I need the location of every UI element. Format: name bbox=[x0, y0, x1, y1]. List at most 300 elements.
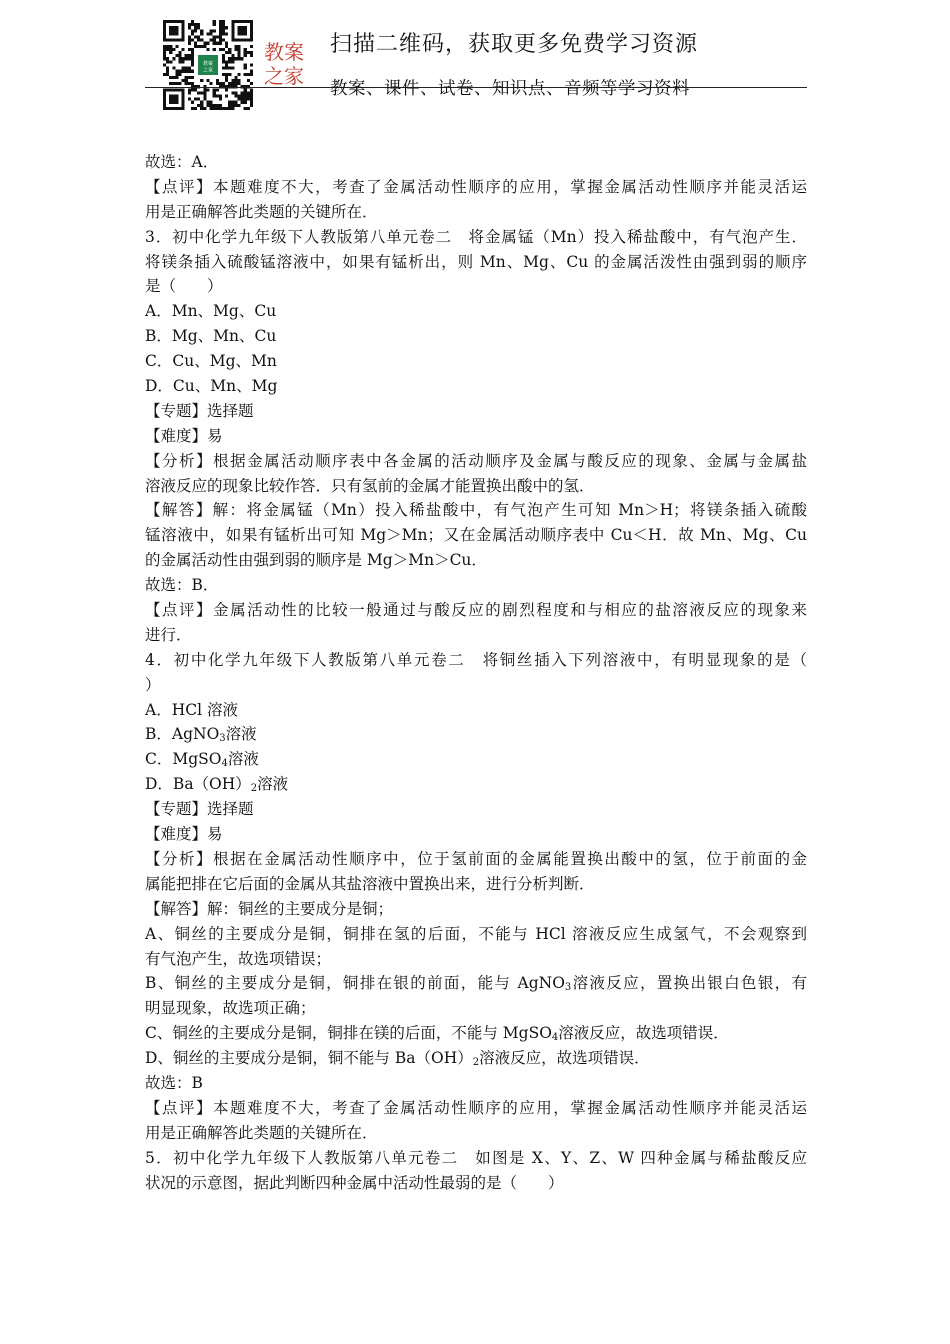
qr-module bbox=[231, 104, 234, 107]
qr-module bbox=[203, 91, 206, 94]
qr-module bbox=[213, 91, 216, 94]
qr-module bbox=[244, 48, 247, 51]
qr-module bbox=[216, 36, 219, 39]
logo-line-1: 教案 bbox=[264, 40, 304, 64]
difficulty-label: 【难度】易 bbox=[145, 426, 223, 445]
qr-module bbox=[197, 104, 200, 107]
qr-module bbox=[172, 82, 175, 85]
qr-module bbox=[197, 23, 200, 26]
qr-module bbox=[200, 107, 203, 110]
choice-line: 故选：B． bbox=[145, 576, 219, 595]
qr-module bbox=[197, 39, 200, 42]
qr-module bbox=[191, 48, 194, 51]
qr-module bbox=[241, 57, 244, 60]
text-line: 故选：A． bbox=[145, 153, 219, 171]
qr-module bbox=[222, 32, 225, 35]
qr-module bbox=[241, 94, 244, 97]
qr-module bbox=[219, 36, 222, 39]
qr-module bbox=[163, 63, 166, 66]
qr-module bbox=[247, 51, 250, 54]
qr-module bbox=[182, 60, 185, 63]
qr-module bbox=[169, 60, 172, 63]
qr-module bbox=[216, 79, 219, 82]
qr-module bbox=[231, 101, 234, 104]
qr-module bbox=[179, 82, 182, 85]
qr-logo-text: 教案 bbox=[203, 60, 213, 67]
qr-module bbox=[213, 107, 216, 110]
qr-module bbox=[182, 70, 185, 73]
option-d: D．Cu、Mn、Mg bbox=[145, 377, 278, 396]
qr-module bbox=[225, 73, 228, 76]
text-line: 用是正确解答此类题的关键所在． bbox=[145, 202, 378, 221]
text-line: 【点评】本题难度不大，考查了金属活动性顺序的应用，掌握金属活动性顺序并能灵活运 bbox=[145, 177, 807, 196]
qr-module bbox=[194, 36, 197, 39]
qr-module bbox=[166, 48, 169, 51]
qr-module bbox=[166, 60, 169, 63]
qr-module bbox=[166, 45, 169, 48]
qr-module bbox=[237, 48, 240, 51]
qr-module bbox=[169, 51, 172, 54]
answer-line: A、铜丝的主要成分是铜，铜排在氢的后面，不能与 HCl 溶液反应生成氢气，不会观察到 bbox=[145, 924, 807, 943]
qr-module bbox=[228, 101, 231, 104]
subscript: 2 bbox=[250, 783, 258, 795]
qr-module bbox=[231, 107, 234, 110]
qr-module bbox=[191, 32, 194, 35]
qr-module bbox=[210, 82, 213, 85]
qr-code-image bbox=[163, 20, 253, 110]
qr-module bbox=[179, 73, 182, 76]
qr-module bbox=[231, 60, 234, 63]
qr-module bbox=[244, 54, 247, 57]
qr-module bbox=[166, 57, 169, 60]
qr-module bbox=[179, 54, 182, 57]
qr-module bbox=[222, 82, 225, 85]
qr-module bbox=[222, 29, 225, 32]
qr-module bbox=[225, 45, 228, 48]
qr-module bbox=[244, 91, 247, 94]
header-subslogan: 教案、课件、试卷、知识点、音频等学习资料 bbox=[330, 79, 690, 99]
qr-module bbox=[210, 101, 213, 104]
qr-module bbox=[250, 45, 253, 48]
answer-line: 有气泡产生，故选项错误； bbox=[145, 949, 332, 968]
qr-module bbox=[172, 48, 175, 51]
qr-module bbox=[188, 67, 191, 70]
qr-module bbox=[194, 23, 197, 26]
answer-line: 的金属活动性由强到弱的顺序是 Mg＞Mn＞Cu． bbox=[145, 551, 487, 570]
qr-module bbox=[219, 82, 222, 85]
qr-module bbox=[225, 26, 228, 29]
document-body bbox=[145, 150, 807, 1195]
qr-module bbox=[234, 48, 237, 51]
qr-module bbox=[222, 60, 225, 63]
qr-module bbox=[234, 82, 237, 85]
qr-module bbox=[247, 107, 250, 110]
qr-module bbox=[250, 82, 253, 85]
analysis-line: 【分析】根据金属活动顺序表中各金属的活动顺序及金属与酸反应的现象、金属与金属盐 bbox=[145, 451, 807, 470]
qr-module bbox=[237, 51, 240, 54]
qr-module bbox=[237, 57, 240, 60]
qr-module bbox=[163, 45, 166, 48]
option-d bbox=[145, 772, 807, 797]
qr-module bbox=[163, 48, 166, 51]
qr-module bbox=[200, 39, 203, 42]
qr-module bbox=[182, 57, 185, 60]
qr-module bbox=[194, 26, 197, 29]
qr-module bbox=[228, 57, 231, 60]
qr-module bbox=[179, 51, 182, 54]
qr-module bbox=[216, 94, 219, 97]
qr-module bbox=[213, 88, 216, 91]
qr-module bbox=[200, 101, 203, 104]
qr-module bbox=[234, 57, 237, 60]
option-a: A．HCl 溶液 bbox=[145, 700, 238, 719]
qr-module bbox=[169, 76, 172, 79]
qr-module bbox=[179, 70, 182, 73]
qr-module bbox=[247, 91, 250, 94]
qr-module bbox=[206, 79, 209, 82]
qr-module bbox=[206, 101, 209, 104]
qr-module bbox=[163, 54, 166, 57]
analysis-line: 属能把排在它后面的金属从其盐溶液中置换出来，进行分析判断． bbox=[145, 874, 595, 893]
qr-module bbox=[237, 104, 240, 107]
answer-line bbox=[145, 1021, 807, 1046]
qr-module bbox=[250, 101, 253, 104]
qr-module bbox=[175, 73, 178, 76]
qr-module bbox=[216, 42, 219, 45]
qr-module bbox=[228, 107, 231, 110]
qr-module bbox=[191, 70, 194, 73]
qr-module bbox=[191, 101, 194, 104]
qr-module bbox=[191, 51, 194, 54]
qr-module bbox=[213, 39, 216, 42]
qr-module bbox=[244, 63, 247, 66]
qr-module bbox=[222, 20, 225, 23]
qr-module bbox=[237, 98, 240, 101]
qr-module bbox=[182, 79, 185, 82]
qr-module bbox=[237, 54, 240, 57]
answer-line: 明显现象，故选项正确； bbox=[145, 999, 316, 1018]
qr-module bbox=[222, 67, 225, 70]
qr-module bbox=[250, 94, 253, 97]
qr-module bbox=[219, 104, 222, 107]
qr-module bbox=[206, 88, 209, 91]
qr-module bbox=[188, 23, 191, 26]
qr-module bbox=[225, 63, 228, 66]
qr-module bbox=[222, 73, 225, 76]
qr-module bbox=[203, 98, 206, 101]
qr-module bbox=[197, 91, 200, 94]
question-4-title: 4．初中化学九年级下人教版第八单元卷二 将铜丝插入下列溶液中，有明显现象的是（ bbox=[145, 650, 807, 669]
comment-line: 进行． bbox=[145, 625, 192, 644]
qr-module bbox=[250, 73, 253, 76]
qr-module bbox=[231, 82, 234, 85]
qr-module bbox=[188, 48, 191, 51]
qr-module bbox=[200, 91, 203, 94]
qr-module bbox=[191, 60, 194, 63]
qr-module bbox=[228, 60, 231, 63]
qr-module bbox=[179, 60, 182, 63]
qr-module bbox=[216, 104, 219, 107]
qr-module bbox=[188, 26, 191, 29]
comment-line: 【点评】本题难度不大，考查了金属活动性顺序的应用，掌握金属活动性顺序并能灵活运 bbox=[145, 1098, 807, 1117]
difficulty-label: 【难度】易 bbox=[145, 825, 223, 844]
qr-logo-text-2: 之家 bbox=[203, 67, 213, 74]
qr-module bbox=[222, 26, 225, 29]
qr-module bbox=[169, 45, 172, 48]
qr-module bbox=[250, 51, 253, 54]
qr-module bbox=[250, 54, 253, 57]
qr-module bbox=[241, 91, 244, 94]
qr-module bbox=[222, 107, 225, 110]
qr-module bbox=[234, 94, 237, 97]
qr-module bbox=[219, 98, 222, 101]
qr-module bbox=[244, 73, 247, 76]
qr-module bbox=[203, 107, 206, 110]
qr-module bbox=[206, 104, 209, 107]
site-logo bbox=[264, 40, 324, 88]
qr-module bbox=[222, 39, 225, 42]
qr-module bbox=[241, 98, 244, 101]
qr-module bbox=[244, 101, 247, 104]
qr-module bbox=[206, 48, 209, 51]
qr-module bbox=[225, 79, 228, 82]
qr-module bbox=[166, 73, 169, 76]
qr-module bbox=[213, 42, 216, 45]
qr-module bbox=[222, 54, 225, 57]
qr-module bbox=[228, 104, 231, 107]
text-line: 是（ ） bbox=[145, 277, 223, 296]
option-c: C．Cu、Mg、Mn bbox=[145, 352, 277, 371]
qr-module bbox=[219, 32, 222, 35]
qr-module bbox=[197, 36, 200, 39]
answer-line: 锰溶液中，如果有锰析出可知 Mg＞Mn；又在金属活动顺序表中 Cu＜H．故 Mn、Mg、Cu bbox=[145, 526, 807, 545]
qr-module bbox=[169, 82, 172, 85]
qr-module bbox=[225, 76, 228, 79]
qr-module bbox=[200, 32, 203, 35]
qr-module bbox=[216, 82, 219, 85]
text-line: ） bbox=[145, 675, 161, 694]
qr-module bbox=[163, 51, 166, 54]
qr-module bbox=[194, 45, 197, 48]
qr-module bbox=[194, 88, 197, 91]
qr-module bbox=[194, 107, 197, 110]
qr-module bbox=[175, 82, 178, 85]
qr-module bbox=[237, 82, 240, 85]
qr-module bbox=[219, 26, 222, 29]
question-3-title: 3．初中化学九年级下人教版第八单元卷二 将金属锰（Mn）投入稀盐酸中，有气泡产生． bbox=[145, 227, 807, 246]
option-c-text: C．MgSO$_4$溶液 bbox=[145, 750, 259, 770]
qr-module bbox=[197, 98, 200, 101]
qr-module bbox=[228, 82, 231, 85]
qr-module bbox=[188, 88, 191, 91]
qr-module bbox=[188, 42, 191, 45]
logo-line-2: 之家 bbox=[264, 64, 304, 88]
qr-module bbox=[175, 70, 178, 73]
qr-module bbox=[191, 23, 194, 26]
qr-module bbox=[210, 107, 213, 110]
qr-module bbox=[228, 73, 231, 76]
header-slogan: 扫描二维码，获取更多免费学习资源 bbox=[330, 32, 699, 57]
qr-module bbox=[250, 104, 253, 107]
qr-module bbox=[225, 42, 228, 45]
qr-module bbox=[237, 94, 240, 97]
qr-module bbox=[225, 60, 228, 63]
qr-module bbox=[203, 94, 206, 97]
qr-module bbox=[188, 91, 191, 94]
qr-module bbox=[191, 54, 194, 57]
qr-module bbox=[244, 94, 247, 97]
qr-module bbox=[234, 45, 237, 48]
text-line: 状况的示意图，据此判断四种金属中活动性最弱的是（ ） bbox=[145, 1173, 564, 1192]
qr-module bbox=[225, 32, 228, 35]
qr-module bbox=[175, 45, 178, 48]
qr-module bbox=[237, 79, 240, 82]
qr-module bbox=[228, 51, 231, 54]
qr-module bbox=[179, 57, 182, 60]
qr-module bbox=[250, 91, 253, 94]
comment-line: 用是正确解答此类题的关键所在． bbox=[145, 1123, 378, 1142]
qr-module bbox=[219, 107, 222, 110]
qr-module bbox=[219, 23, 222, 26]
qr-module bbox=[219, 39, 222, 42]
qr-module bbox=[175, 76, 178, 79]
text-line: 将镁条插入硫酸锰溶液中，如果有锰析出，则 Mn、Mg、Cu 的金属活泼性由强到弱的顺序 bbox=[145, 252, 807, 271]
qr-module bbox=[219, 42, 222, 45]
qr-module bbox=[222, 57, 225, 60]
qr-module bbox=[228, 67, 231, 70]
qr-module bbox=[213, 29, 216, 32]
qr-module bbox=[172, 57, 175, 60]
qr-module bbox=[166, 67, 169, 70]
qr-module bbox=[188, 76, 191, 79]
qr-module bbox=[182, 67, 185, 70]
subscript: 3 bbox=[219, 733, 226, 745]
qr-module bbox=[250, 63, 253, 66]
comment-line: 【点评】金属活动性的比较一般通过与酸反应的剧烈程度和与相应的盐溶液反应的现象来 bbox=[145, 601, 807, 620]
qr-module bbox=[200, 29, 203, 32]
qr-module bbox=[206, 32, 209, 35]
option-c bbox=[145, 747, 807, 772]
topic-label: 【专题】选择题 bbox=[145, 800, 254, 819]
qr-module bbox=[247, 98, 250, 101]
qr-module bbox=[231, 79, 234, 82]
qr-module bbox=[175, 54, 178, 57]
qr-module bbox=[191, 39, 194, 42]
qr-module bbox=[228, 48, 231, 51]
qr-module bbox=[185, 67, 188, 70]
answer-line: 【解答】解：将金属锰（Mn）投入稀盐酸中，有气泡产生可知 Mn＞H；将镁条插入硫酸 bbox=[145, 501, 807, 520]
topic-label: 【专题】选择题 bbox=[145, 401, 254, 420]
qr-module bbox=[206, 42, 209, 45]
qr-module bbox=[222, 23, 225, 26]
qr-module bbox=[191, 63, 194, 66]
qr-module bbox=[250, 70, 253, 73]
qr-module bbox=[213, 104, 216, 107]
qr-module bbox=[163, 73, 166, 76]
qr-module bbox=[244, 51, 247, 54]
qr-module bbox=[244, 107, 247, 110]
qr-module bbox=[219, 20, 222, 23]
qr-module bbox=[247, 94, 250, 97]
qr-module bbox=[200, 104, 203, 107]
qr-module bbox=[169, 48, 172, 51]
choice-line: 故选：B bbox=[145, 1073, 203, 1092]
qr-module bbox=[244, 67, 247, 70]
qr-module bbox=[244, 98, 247, 101]
qr-module bbox=[225, 94, 228, 97]
option-b: B．Mg、Mn、Cu bbox=[145, 327, 277, 346]
qr-module bbox=[219, 29, 222, 32]
qr-module bbox=[191, 29, 194, 32]
qr-module bbox=[203, 42, 206, 45]
qr-module bbox=[200, 45, 203, 48]
qr-module bbox=[203, 45, 206, 48]
qr-module bbox=[185, 79, 188, 82]
answer-line-text: C、铜丝的主要成分是铜，铜排在镁的后面，不能与 MgSO$_4$溶液反应，故选项错误． bbox=[145, 1024, 729, 1044]
qr-module bbox=[182, 48, 185, 51]
qr-module bbox=[188, 98, 191, 101]
qr-module bbox=[185, 82, 188, 85]
qr-module bbox=[213, 94, 216, 97]
qr-module bbox=[231, 54, 234, 57]
answer-line-text: B、铜丝的主要成分是铜，铜排在银的前面，能与 AgNO$_3$溶液反应，置换出银白色银，有 bbox=[145, 974, 807, 994]
answer-line: 【解答】解：铜丝的主要成分是铜； bbox=[145, 899, 394, 918]
answer-line bbox=[145, 971, 807, 996]
qr-module bbox=[247, 73, 250, 76]
qr-module bbox=[163, 57, 166, 60]
qr-module bbox=[222, 48, 225, 51]
qr-module bbox=[213, 23, 216, 26]
qr-module bbox=[185, 76, 188, 79]
option-a: A．Mn、Mg、Cu bbox=[145, 302, 277, 321]
qr-module bbox=[213, 36, 216, 39]
page-header bbox=[0, 0, 950, 120]
qr-module bbox=[210, 29, 213, 32]
qr-module bbox=[234, 79, 237, 82]
qr-module bbox=[210, 39, 213, 42]
qr-module bbox=[225, 88, 228, 91]
qr-module bbox=[203, 88, 206, 91]
qr-module bbox=[234, 104, 237, 107]
qr-module bbox=[191, 82, 194, 85]
analysis-line: 溶液反应的现象比较作答．只有氢前的金属才能置换出酸中的氢． bbox=[145, 476, 595, 495]
qr-module bbox=[225, 51, 228, 54]
qr-module bbox=[191, 88, 194, 91]
qr-module bbox=[244, 88, 247, 91]
qr-module bbox=[200, 79, 203, 82]
qr-module bbox=[225, 67, 228, 70]
answer-line-text: D、铜丝的主要成分是铜，铜不能与 $Ba(OH)_2$溶液反应，故选项错误． bbox=[145, 1049, 650, 1069]
qr-module bbox=[219, 94, 222, 97]
qr-module bbox=[188, 39, 191, 42]
qr-module bbox=[191, 107, 194, 110]
qr-module bbox=[166, 70, 169, 73]
qr-module bbox=[185, 54, 188, 57]
qr-module bbox=[197, 45, 200, 48]
qr-module bbox=[185, 70, 188, 73]
option-b-text: B．AgNO$_3$溶液 bbox=[145, 725, 257, 745]
qr-module bbox=[213, 48, 216, 51]
qr-module bbox=[231, 91, 234, 94]
qr-module bbox=[172, 67, 175, 70]
qr-module bbox=[231, 67, 234, 70]
qr-module bbox=[188, 57, 191, 60]
option-d-text: D．$Ba(OH)_2$溶液 bbox=[145, 775, 289, 795]
qr-module bbox=[194, 29, 197, 32]
qr-module bbox=[194, 42, 197, 45]
qr-module bbox=[172, 76, 175, 79]
qr-module bbox=[247, 79, 250, 82]
